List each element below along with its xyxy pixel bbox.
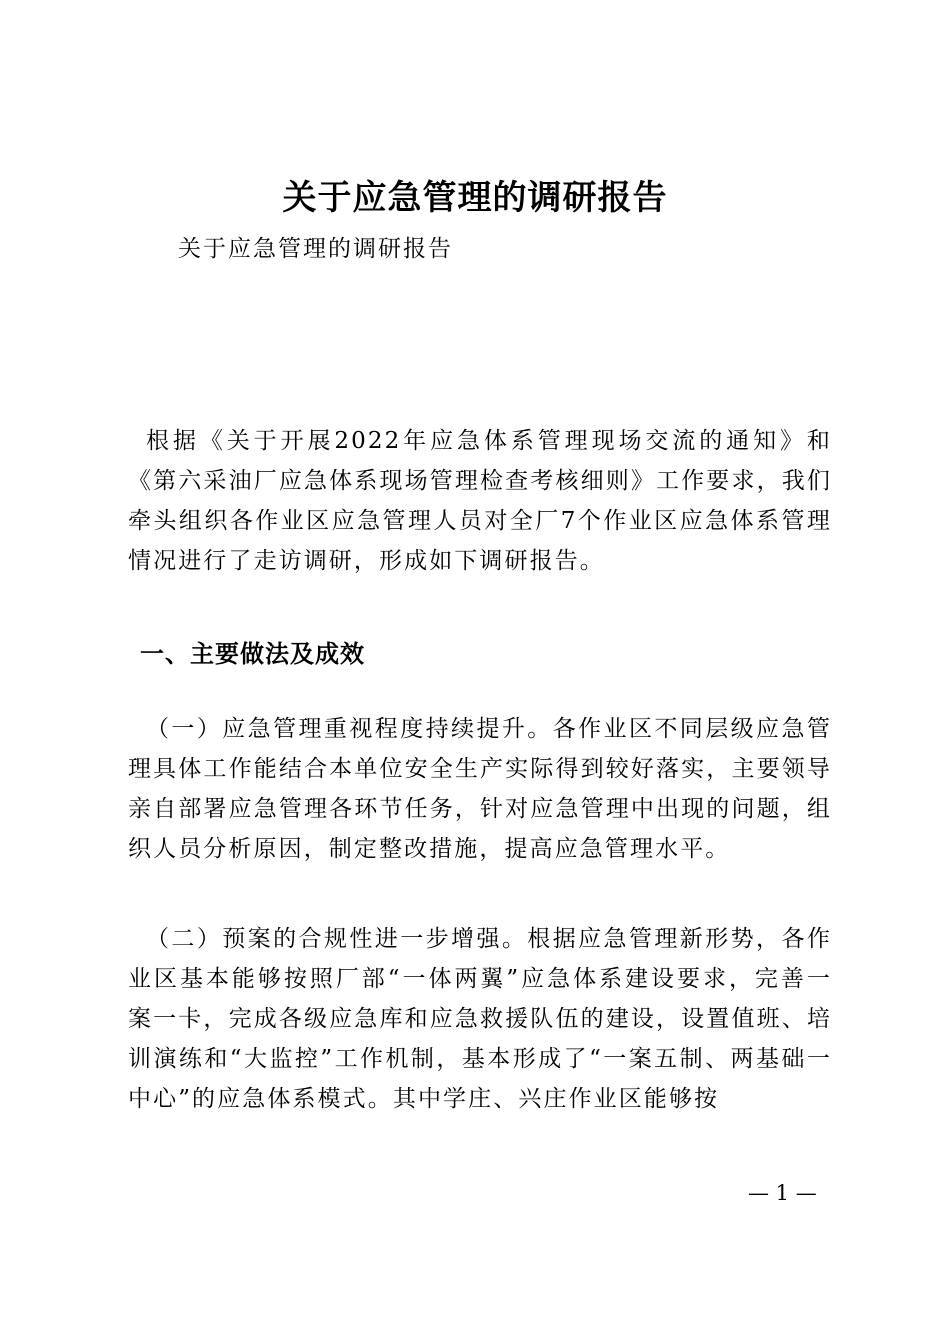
item-paragraph-1: （一）应急管理重视程度持续提升。各作业区不同层级应急管理具体工作能结合本单位安全生产实际得到较好落实，主要领导亲自部署应急管理各环节任务，针对应急管理中出现的问题，组织人员分析原因，制定整改措施，提高应急管理水平。 (128, 716, 832, 862)
page-number: — 1 — (748, 1181, 817, 1205)
intro-paragraph: 根据《关于开展2022年应急体系管理现场交流的通知》和《第六采油厂应急体系现场管理检查考核细则》工作要求，我们牵头组织各作业区应急管理人员对全厂7个作业区应急体系管理情况进行了走访调研，形成如下调研报告。 (128, 428, 832, 574)
item-paragraph-2: （二）预案的合规性进一步增强。根据应急管理新形势，各作业区基本能够按照厂部“一体两翼”应急体系建设要求，完善一案一卡，完成各级应急库和应急救援队伍的建设，设置值班、培训演练和“大监控”工作机制，基本形成了“一案五制、两基础一中心”的应急体系模式。其中学庄、兴庄作业区能够按 (128, 926, 832, 1112)
section-heading: 一、主要做法及成效 (140, 639, 365, 668)
document-title: 关于应急管理的调研报告 (282, 178, 668, 218)
document-subtitle: 关于应急管理的调研报告 (178, 236, 453, 262)
